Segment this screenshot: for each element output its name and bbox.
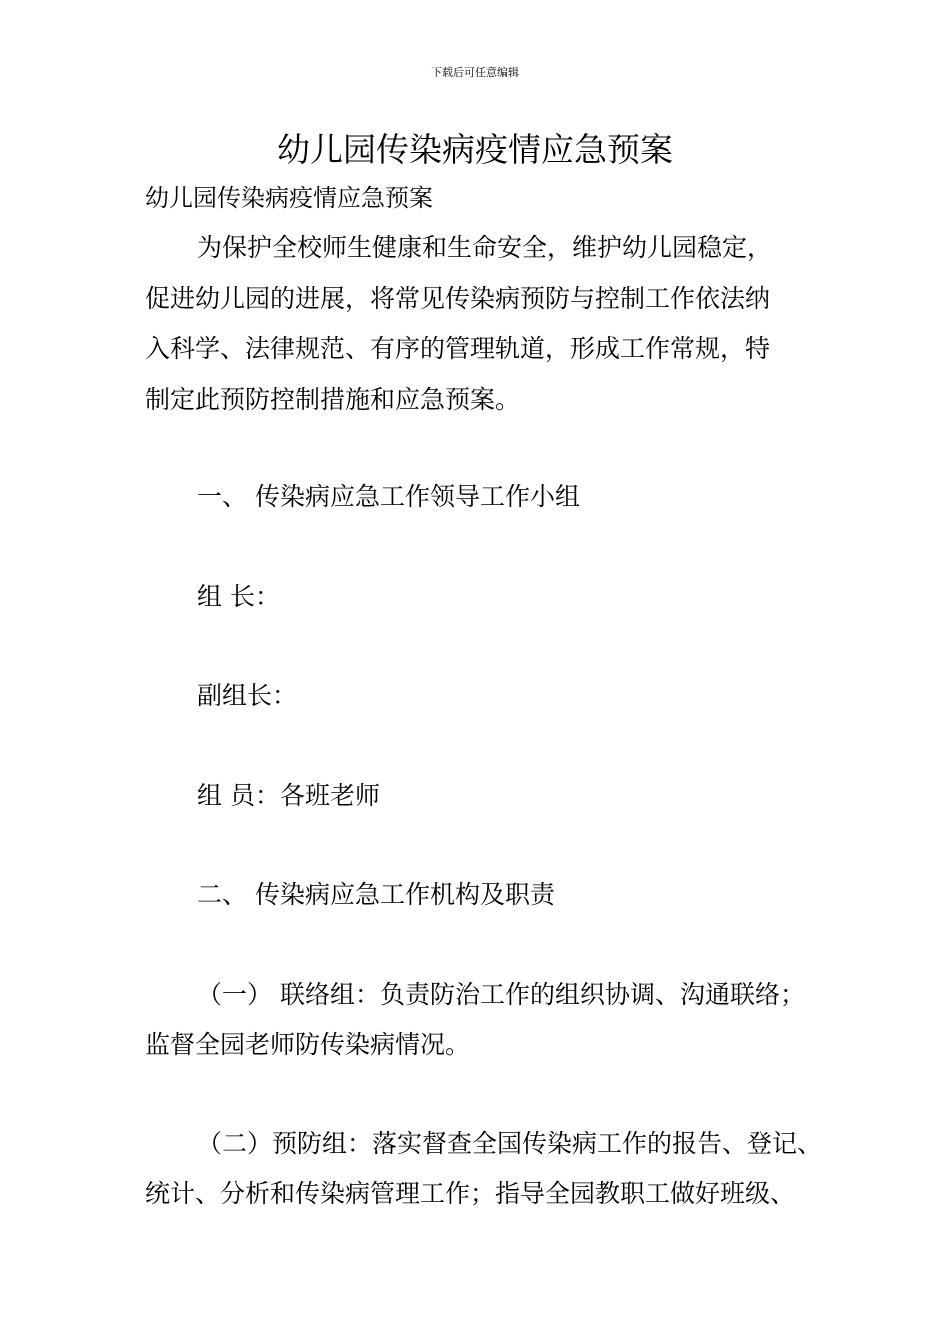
item-1-line: （一） 联络组：负责防治工作的组织协调、沟通联络；	[197, 980, 805, 1009]
section-1-heading: 一、 传染病应急工作领导工作小组	[197, 482, 580, 511]
section-2-heading: 二、 传染病应急工作机构及职责	[197, 880, 555, 909]
page-header-note: 下载后可任意编辑	[431, 66, 519, 79]
item-2-line: 统计、分析和传染病管理工作；指导全园教职工做好班级、	[145, 1179, 796, 1208]
item-2-line: （二）预防组：落实督查全国传染病工作的报告、登记、	[197, 1129, 823, 1158]
item-1-line: 监督全园老师防传染病情况。	[145, 1030, 471, 1059]
intro-line: 入科学、法律规范、有序的管理轨道，形成工作常规，特	[145, 334, 771, 363]
intro-line: 为保护全校师生健康和生命安全，维护幼儿园稳定，	[197, 233, 773, 262]
document-title: 幼儿园传染病疫情应急预案	[277, 130, 673, 169]
deputy-leader-line: 副组长：	[197, 681, 298, 710]
intro-line: 制定此预防控制措施和应急预案。	[145, 385, 521, 414]
members-line: 组 员：各班老师	[197, 781, 380, 810]
document-subtitle: 幼儿园传染病疫情应急预案	[145, 184, 433, 212]
intro-line: 促进幼儿园的进展，将常见传染病预防与控制工作依法纳	[145, 284, 771, 313]
leader-line: 组 长：	[197, 582, 280, 611]
